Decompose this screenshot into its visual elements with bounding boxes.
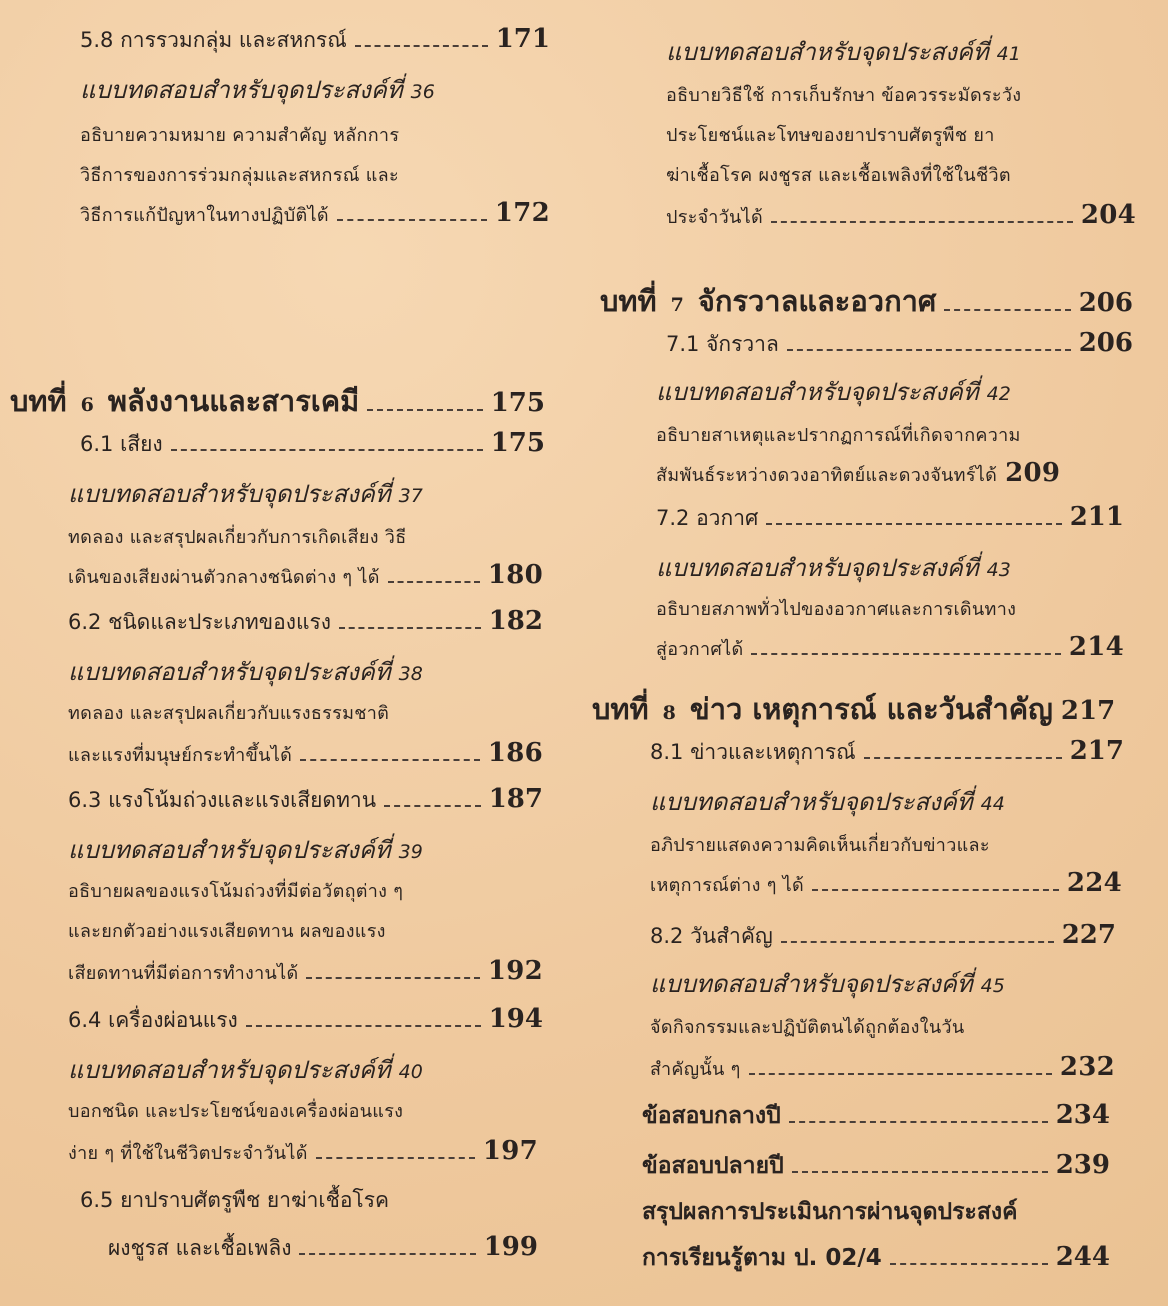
- chapter-title: พลังงานและสารเคมี: [107, 384, 360, 418]
- toc-entry-8-2[interactable]: [650, 920, 1116, 953]
- leader-dots: [300, 759, 480, 761]
- leader-dots: [306, 977, 479, 979]
- entry-title: ประจำวันได้: [666, 207, 763, 228]
- objective-desc-line: อธิบายสาเหตุและปรากฏการณ์ที่เกิดจากความ: [656, 425, 1021, 446]
- objective-heading-45: [650, 964, 1005, 1003]
- objective-heading-43: [656, 548, 1011, 587]
- page-number: 204: [1080, 200, 1136, 230]
- objective-number: 38: [398, 663, 423, 685]
- objective-desc-line: บอกชนิด และประโยชน์ของเครื่องผ่อนแรง: [68, 1101, 404, 1122]
- objective-desc-line: จัดกิจกรรมและปฏิบัติตนได้ถูกต้องในวัน: [650, 1017, 965, 1038]
- entry-title: สู่อวกาศได้: [656, 639, 744, 660]
- objective-heading-42: [656, 372, 1011, 411]
- toc-entry-8-1[interactable]: [650, 736, 1124, 769]
- leader-dots: [339, 627, 481, 629]
- page-number: 217: [1069, 736, 1124, 766]
- page-number: 217: [1060, 696, 1116, 726]
- page-number: 180: [487, 560, 543, 590]
- objective-label: แบบทดสอบสำหรับจุดประสงค์ที่: [650, 788, 973, 816]
- leader-dots: [789, 1121, 1048, 1123]
- entry-title: ผงชูรส และเชื้อเพลิง: [108, 1236, 292, 1260]
- entry-title: สัมพันธ์ระหว่างดวงอาทิตย์และดวงจันทร์ได้: [656, 465, 998, 486]
- objective-number: 45: [980, 975, 1005, 997]
- leader-dots: [316, 1157, 475, 1159]
- entry-title: และแรงที่มนุษย์กระทำขึ้นได้: [68, 745, 293, 766]
- toc-entry-6-4[interactable]: [68, 1004, 543, 1037]
- entry-title: ข้อสอบปลายปี: [642, 1153, 784, 1179]
- entry-title: ข้อสอบกลางปี: [642, 1103, 781, 1129]
- objective-label: แบบทดสอบสำหรับจุดประสงค์ที่: [68, 480, 391, 508]
- leader-dots: [299, 1253, 475, 1255]
- chapter-number: 7: [670, 294, 684, 316]
- entry-title: ง่าย ๆ ที่ใช้ในชีวิตประจำวันได้: [68, 1143, 308, 1164]
- objective-desc-line: อธิบายความหมาย ความสำคัญ หลักการ: [80, 125, 400, 146]
- leader-dots: [864, 757, 1062, 759]
- page-number: 175: [490, 388, 545, 418]
- page-number: 199: [483, 1232, 538, 1262]
- objective-heading-37: [68, 474, 423, 513]
- entry-title: 7.1 จักรวาล: [666, 332, 779, 356]
- objective-number: 39: [398, 841, 423, 863]
- objective-number: 44: [980, 793, 1005, 815]
- page-number: 211: [1069, 502, 1124, 532]
- page-number: 206: [1078, 288, 1133, 318]
- page-number: 194: [488, 1004, 543, 1034]
- leader-dots: [355, 45, 488, 47]
- page-number: 182: [488, 606, 543, 636]
- chapter-prefix: บทที่: [600, 284, 657, 318]
- toc-entry-objective-40[interactable]: [68, 1136, 538, 1167]
- toc-entry-final-exam[interactable]: [642, 1148, 1110, 1184]
- entry-title: 6.1 เสียง: [80, 432, 163, 456]
- objective-heading-36: [80, 70, 435, 109]
- leader-dots: [751, 653, 1060, 655]
- objective-label: แบบทดสอบสำหรับจุดประสงค์ที่: [656, 554, 979, 582]
- page-number: 187: [488, 784, 543, 814]
- toc-entry-objective-42[interactable]: [656, 458, 1130, 489]
- objective-number: 41: [996, 43, 1021, 65]
- page-number: 239: [1055, 1150, 1110, 1180]
- toc-entry-objective-36[interactable]: [80, 198, 550, 229]
- page-number: 175: [490, 428, 545, 458]
- objective-desc-line: ฆ่าเชื้อโรค ผงชูรส และเชื้อเพลิงที่ใช้ในชีวิต: [666, 165, 1011, 186]
- objective-heading-44: [650, 782, 1005, 821]
- entry-title: 7.2 อวกาศ: [656, 506, 759, 530]
- page-number: 234: [1055, 1100, 1110, 1130]
- chapter-heading-8[interactable]: [592, 686, 1127, 732]
- toc-entry-objective-38[interactable]: [68, 738, 543, 769]
- leader-dots: [890, 1263, 1048, 1265]
- leader-dots: [388, 581, 480, 583]
- page-number: 214: [1068, 632, 1124, 662]
- leader-dots: [367, 409, 483, 411]
- objective-desc-line: อธิบายวิธีใช้ การเก็บรักษา ข้อควรระมัดระวัง: [666, 85, 1022, 106]
- leader-dots: [749, 1073, 1052, 1075]
- chapter-title: จักรวาลและอวกาศ: [697, 284, 937, 318]
- objective-desc-line: และยกตัวอย่างแรงเสียดทาน ผลของแรง: [68, 921, 386, 942]
- toc-entry-6-2[interactable]: [68, 606, 543, 639]
- objective-label: แบบทดสอบสำหรับจุดประสงค์ที่: [666, 38, 989, 66]
- toc-entry-objective-39[interactable]: [68, 956, 543, 987]
- page-number: 232: [1059, 1052, 1115, 1082]
- toc-entry-6-3[interactable]: [68, 784, 543, 817]
- leader-dots: [944, 309, 1070, 311]
- entry-title: เดินของเสียงผ่านตัวกลางชนิดต่าง ๆ ได้: [68, 567, 380, 588]
- leader-dots: [812, 889, 1059, 891]
- toc-entry-summary-line1[interactable]: สรุปผลการประเมินการผ่านจุดประสงค์: [642, 1199, 1018, 1225]
- chapter-heading-7[interactable]: [600, 278, 1133, 324]
- objective-heading-38: [68, 652, 423, 691]
- chapter-heading-6[interactable]: [10, 378, 545, 424]
- objective-number: 36: [410, 81, 435, 103]
- toc-entry-objective-45[interactable]: [650, 1052, 1115, 1083]
- leader-dots: [337, 219, 487, 221]
- entry-title: 6.2 ชนิดและประเภทของแรง: [68, 610, 332, 634]
- entry-title: 6.4 เครื่องผ่อนแรง: [68, 1008, 238, 1032]
- objective-label: แบบทดสอบสำหรับจุดประสงค์ที่: [68, 836, 391, 864]
- objective-label: แบบทดสอบสำหรับจุดประสงค์ที่: [68, 1056, 391, 1084]
- page-number: 206: [1078, 328, 1133, 358]
- objective-desc-line: วิธีการของการร่วมกลุ่มและสหกรณ์ และ: [80, 165, 399, 186]
- entry-title: 5.8 การรวมกลุ่ม และสหกรณ์: [80, 28, 347, 52]
- page-number: 186: [487, 738, 543, 768]
- leader-dots: [384, 805, 481, 807]
- objective-label: แบบทดสอบสำหรับจุดประสงค์ที่: [656, 378, 979, 406]
- chapter-prefix: บทที่: [10, 384, 67, 418]
- objective-desc-line: อภิปรายแสดงความคิดเห็นเกี่ยวกับข่าวและ: [650, 835, 990, 856]
- toc-entry-summary[interactable]: [642, 1240, 1110, 1276]
- chapter-prefix: บทที่: [592, 692, 649, 726]
- leader-dots: [787, 349, 1071, 351]
- chapter-title: ข่าว เหตุการณ์ และวันสำคัญ: [689, 692, 1053, 726]
- toc-entry-7-2[interactable]: [656, 502, 1124, 535]
- objective-label: แบบทดสอบสำหรับจุดประสงค์ที่: [80, 76, 403, 104]
- objective-number: 42: [986, 383, 1011, 405]
- entry-title: 8.2 วันสำคัญ: [650, 924, 773, 948]
- leader-dots: [766, 523, 1061, 525]
- page-number: 209: [1005, 458, 1061, 488]
- entry-title: 8.1 ข่าวและเหตุการณ์: [650, 740, 856, 764]
- leader-dots: [781, 941, 1054, 943]
- toc-entry-objective-37[interactable]: [68, 560, 543, 591]
- objective-number: 43: [986, 559, 1011, 581]
- entry-title: เหตุการณ์ต่าง ๆ ได้: [650, 875, 805, 896]
- entry-title: การเรียนรู้ตาม ป. 02/4: [642, 1245, 882, 1271]
- entry-title: วิธีการแก้ปัญหาในทางปฏิบัติได้: [80, 205, 329, 226]
- objective-desc-line: อธิบายผลของแรงโน้มถ่วงที่มีต่อวัตถุต่าง ๆ: [68, 881, 404, 902]
- toc-entry-6-1[interactable]: [80, 428, 545, 461]
- leader-dots: [246, 1025, 481, 1027]
- entry-title: สำคัญนั้น ๆ: [650, 1059, 741, 1080]
- page-number: 224: [1066, 868, 1122, 898]
- leader-dots: [171, 449, 483, 451]
- toc-entry-objective-43[interactable]: [656, 632, 1124, 663]
- page-number: 244: [1055, 1242, 1110, 1272]
- chapter-number: 6: [80, 394, 94, 416]
- leader-dots: [792, 1171, 1048, 1173]
- objective-label: แบบทดสอบสำหรับจุดประสงค์ที่: [650, 970, 973, 998]
- toc-entry-6-5[interactable]: [108, 1232, 538, 1265]
- objective-desc-line: ประโยชน์และโทษของยาปราบศัตรูพืช ยา: [666, 125, 995, 146]
- toc-entry-mid-exam[interactable]: [642, 1098, 1110, 1134]
- objective-desc-line: ทดลอง และสรุปผลเกี่ยวกับแรงธรรมชาติ: [68, 703, 390, 724]
- page-number: 197: [482, 1136, 538, 1166]
- objective-desc-line: อธิบายสภาพทั่วไปของอวกาศและการเดินทาง: [656, 599, 1017, 620]
- entry-title: 6.3 แรงโน้มถ่วงและแรงเสียดทาน: [68, 788, 377, 812]
- objective-label: แบบทดสอบสำหรับจุดประสงค์ที่: [68, 658, 391, 686]
- chapter-number: 8: [662, 702, 676, 724]
- objective-number: 40: [398, 1061, 423, 1083]
- leader-dots: [771, 221, 1073, 223]
- objective-heading-41: [666, 32, 1021, 71]
- entry-title: เสียดทานที่มีต่อการทำงานได้: [68, 963, 299, 984]
- toc-entry-6-5-line1[interactable]: 6.5 ยาปราบศัตรูพืช ยาฆ่าเชื้อโรค: [80, 1188, 390, 1212]
- page-number: 172: [494, 198, 550, 228]
- objective-desc-line: ทดลอง และสรุปผลเกี่ยวกับการเกิดเสียง วิธี: [68, 527, 407, 548]
- page-number: 192: [487, 956, 543, 986]
- toc-entry-5-8[interactable]: [80, 24, 550, 57]
- page-number: 171: [495, 24, 550, 54]
- objective-heading-39: [68, 830, 423, 869]
- toc-entry-7-1[interactable]: [666, 328, 1133, 361]
- page-number: 227: [1061, 920, 1116, 950]
- objective-number: 37: [398, 485, 423, 507]
- toc-entry-objective-41[interactable]: [666, 200, 1136, 231]
- toc-entry-objective-44[interactable]: [650, 868, 1122, 899]
- objective-heading-40: [68, 1050, 423, 1089]
